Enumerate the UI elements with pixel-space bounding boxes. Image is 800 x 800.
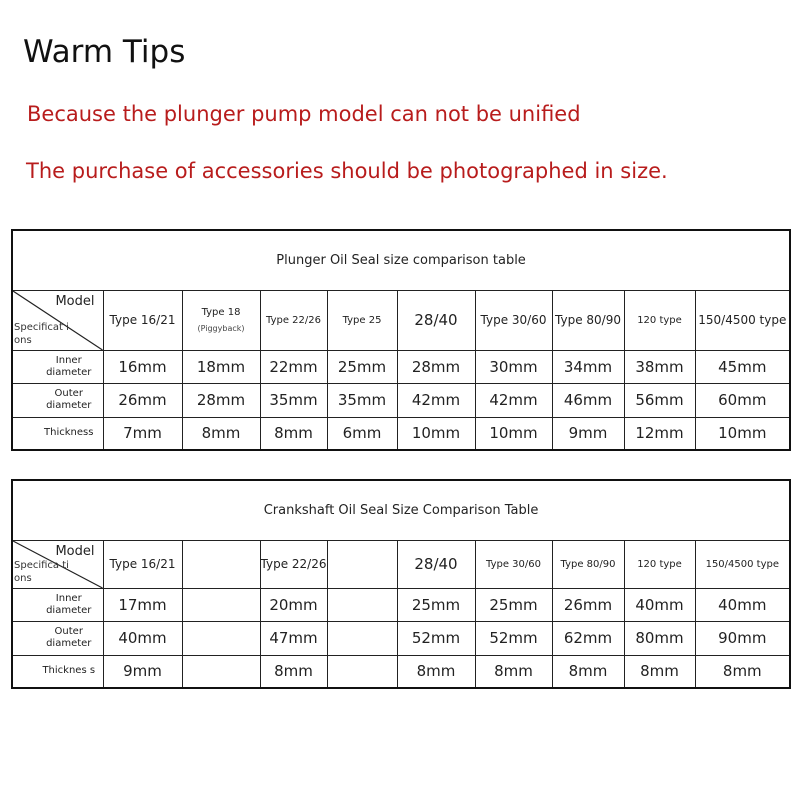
table-cell: 8mm (260, 655, 327, 688)
table-cell: 25mm (397, 588, 475, 621)
table-cell: 8mm (624, 655, 695, 688)
table-row (12, 588, 790, 621)
table-cell: 28mm (397, 350, 475, 383)
row-label: Thicknes s (12, 655, 103, 688)
table-cell: 17mm (103, 588, 182, 621)
column-header-text: Type 18 (201, 307, 241, 318)
column-header: Type 80/90 (552, 540, 624, 588)
table-cell (182, 655, 260, 688)
crankshaft-oil-seal-table (11, 479, 791, 689)
table-caption: Plunger Oil Seal size comparison table (12, 230, 790, 290)
table-cell: 26mm (552, 588, 624, 621)
table-caption: Crankshaft Oil Seal Size Comparison Table (12, 480, 790, 540)
table-row (12, 383, 790, 417)
row-label: Thickness (12, 417, 103, 450)
table-cell: 45mm (695, 350, 790, 383)
table-cell: 10mm (397, 417, 475, 450)
page-title: Warm Tips (23, 34, 186, 70)
table-cell: 40mm (624, 588, 695, 621)
table-row (12, 621, 790, 655)
table-cell: 12mm (624, 417, 695, 450)
table-cell: 8mm (260, 417, 327, 450)
table-cell: 35mm (327, 383, 397, 417)
table-corner-cell (12, 290, 103, 350)
table-cell: 80mm (624, 621, 695, 655)
column-header: Type 80/90 (552, 290, 624, 350)
column-header: Type 22/26 (260, 540, 327, 588)
column-header (182, 290, 260, 350)
table-cell: 42mm (475, 383, 552, 417)
corner-spec-label: Specifica tions (14, 559, 69, 584)
row-label: Outer diameter (12, 383, 103, 417)
table-corner-cell (12, 540, 103, 588)
table-cell: 42mm (397, 383, 475, 417)
table-cell: 8mm (695, 655, 790, 688)
table-cell: 28mm (182, 383, 260, 417)
column-header: Type 30/60 (475, 540, 552, 588)
corner-model-label: Model (55, 543, 95, 559)
row-label: Inner diameter (12, 350, 103, 383)
table-cell: 34mm (552, 350, 624, 383)
table-row (12, 655, 790, 688)
row-label: Outer diameter (12, 621, 103, 655)
table-row (12, 417, 790, 450)
table-cell: 25mm (327, 350, 397, 383)
table-cell: 20mm (260, 588, 327, 621)
plunger-oil-seal-table (11, 229, 791, 451)
table-cell: 7mm (103, 417, 182, 450)
corner-model-label: Model (55, 293, 95, 309)
column-header: 150/4500 type (695, 290, 790, 350)
table-cell: 8mm (552, 655, 624, 688)
corner-spec-label: Specificat ions (14, 321, 69, 346)
table-cell: 22mm (260, 350, 327, 383)
table-cell (327, 621, 397, 655)
table-cell: 40mm (695, 588, 790, 621)
column-header: Type 25 (327, 290, 397, 350)
table-cell: 25mm (475, 588, 552, 621)
table-cell: 9mm (103, 655, 182, 688)
table-cell: 47mm (260, 621, 327, 655)
column-header: 28/40 (397, 290, 475, 350)
table-cell: 9mm (552, 417, 624, 450)
column-header: 28/40 (397, 540, 475, 588)
table-cell: 62mm (552, 621, 624, 655)
table-cell: 8mm (182, 417, 260, 450)
table-cell: 8mm (397, 655, 475, 688)
warning-line-2: The purchase of accessories should be photographed in size. (26, 159, 668, 183)
table-cell (327, 655, 397, 688)
table-cell: 52mm (397, 621, 475, 655)
column-header (327, 540, 397, 588)
row-label: Inner diameter (12, 588, 103, 621)
table-cell: 90mm (695, 621, 790, 655)
table-cell: 8mm (475, 655, 552, 688)
table-cell: 6mm (327, 417, 397, 450)
table-cell: 52mm (475, 621, 552, 655)
column-header: Type 22/26 (260, 290, 327, 350)
column-header: Type 16/21 (103, 540, 182, 588)
table-cell: 56mm (624, 383, 695, 417)
column-header: Type 30/60 (475, 290, 552, 350)
column-header (182, 540, 260, 588)
column-header: 150/4500 type (695, 540, 790, 588)
table-cell: 16mm (103, 350, 182, 383)
table-cell: 26mm (103, 383, 182, 417)
table-cell (327, 588, 397, 621)
warning-line-1: Because the plunger pump model can not be unified (27, 102, 581, 126)
table-cell: 10mm (475, 417, 552, 450)
table-cell: 30mm (475, 350, 552, 383)
table-cell: 46mm (552, 383, 624, 417)
table-cell: 18mm (182, 350, 260, 383)
table-cell: 35mm (260, 383, 327, 417)
table-cell (182, 588, 260, 621)
table-cell (182, 621, 260, 655)
column-header-subtext: (Piggyback) (197, 324, 245, 333)
column-header: 120 type (624, 540, 695, 588)
column-header: 120 type (624, 290, 695, 350)
table-row (12, 350, 790, 383)
table-cell: 38mm (624, 350, 695, 383)
table-cell: 60mm (695, 383, 790, 417)
column-header: Type 16/21 (103, 290, 182, 350)
table-cell: 40mm (103, 621, 182, 655)
table-cell: 10mm (695, 417, 790, 450)
